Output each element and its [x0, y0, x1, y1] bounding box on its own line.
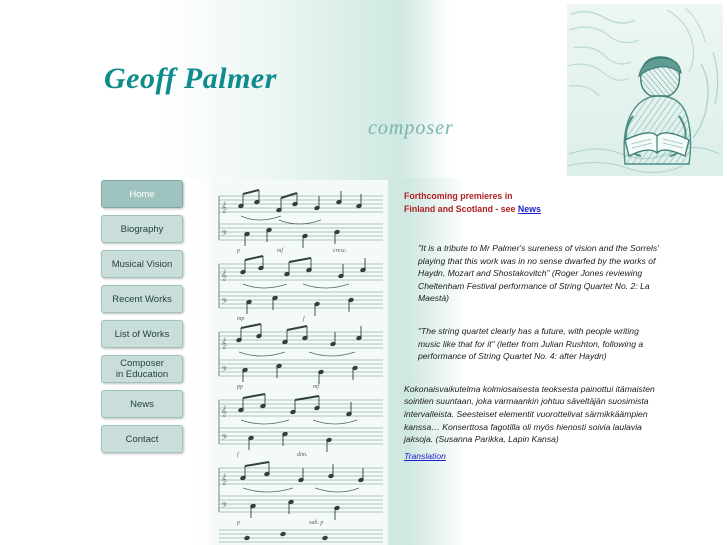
translation-link[interactable]: Translation — [404, 450, 446, 461]
svg-text:mp: mp — [237, 316, 245, 322]
quote-julian-rushton: "The string quartet clearly has a future, with people writing music like that for it" (letter from Julian Rushton, following a performance of String Quartet No. 4: after Haydn) — [418, 325, 644, 362]
nav-item-composer-in-education[interactable] — [101, 355, 183, 383]
nav-item-label: Home — [129, 188, 155, 200]
svg-text:𝄞: 𝄞 — [221, 270, 227, 281]
svg-text:sub. p: sub. p — [309, 520, 324, 526]
quote-roger-jones: "It is a tribute to Mr Palmer's sureness of vision and the Sorrels' playing that this work was in no sense dwarfed by the works of Haydn, Mozart and Shostakovitch" (Roger Jones reviewing Cheltenham Festival performance of String Quartet No. 2: La Maestà) — [418, 243, 659, 304]
svg-text:p: p — [237, 248, 240, 254]
site-subtitle: composer — [368, 117, 454, 139]
premieres-line1: Forthcoming premieres in — [404, 191, 513, 201]
main-navigation — [101, 180, 183, 460]
news-link[interactable]: News — [517, 204, 541, 214]
svg-text:f: f — [237, 452, 239, 458]
nav-item-label: Contact — [125, 433, 159, 445]
finnish-review: Kokonaisvaikutelma kolmiosaisesta teoksesta painottui itämaisten sointien suuntaan, joka varmaankin johtuu säveltäjän suosimista intervalleista. Seesteiset elementit vuorottelivat särmikkäämpien kanssa… Konserttosa fagotilla oli myös hienosti soivia laulavia jaksoja. (Susanna Parikka, Lapin Kansa) — [404, 383, 655, 445]
nav-item-musical-vision[interactable] — [101, 250, 183, 278]
nav-item-recent-works[interactable] — [101, 285, 183, 313]
premieres-announcement — [404, 190, 659, 216]
svg-text:𝄢: 𝄢 — [221, 230, 228, 241]
svg-text:𝄞: 𝄞 — [221, 474, 227, 485]
woodcut-reader-illustration — [567, 4, 723, 176]
svg-text:p: p — [237, 520, 240, 526]
svg-text:𝄢: 𝄢 — [221, 434, 228, 445]
svg-text:𝄢: 𝄢 — [221, 366, 228, 377]
nav-item-home[interactable] — [101, 180, 183, 208]
nav-item-contact[interactable] — [101, 425, 183, 453]
nav-item-news[interactable] — [101, 390, 183, 418]
nav-item-label: Musical Vision — [111, 258, 173, 270]
nav-item-label: Biography — [120, 223, 164, 235]
svg-text:𝄞: 𝄞 — [221, 202, 227, 213]
svg-text:cresc.: cresc. — [333, 248, 347, 254]
nav-item-biography[interactable] — [101, 215, 183, 243]
svg-text:𝄢: 𝄢 — [221, 502, 228, 513]
svg-text:pp: pp — [237, 384, 243, 390]
svg-text:mf: mf — [313, 384, 319, 390]
svg-text:𝄞: 𝄞 — [221, 338, 227, 349]
nav-item-label-line2: in Education — [115, 369, 169, 380]
svg-text:f: f — [303, 316, 305, 322]
nav-item-label: Recent Works — [112, 293, 172, 305]
svg-text:mf: mf — [277, 248, 283, 254]
main-content — [404, 190, 659, 462]
nav-item-label: News — [130, 398, 154, 410]
nav-item-label: Composer — [120, 358, 164, 369]
site-header — [0, 0, 727, 178]
page-title: Geoff Palmer — [104, 62, 277, 95]
svg-text:𝄢: 𝄢 — [221, 298, 228, 309]
nav-item-list-of-works[interactable] — [101, 320, 183, 348]
handwritten-music-manuscript — [213, 180, 388, 545]
nav-item-label: List of Works — [114, 328, 170, 340]
premieres-line2: Finland and Scotland - see — [404, 204, 518, 214]
svg-text:dim.: dim. — [297, 452, 308, 458]
svg-text:𝄞: 𝄞 — [221, 406, 227, 417]
